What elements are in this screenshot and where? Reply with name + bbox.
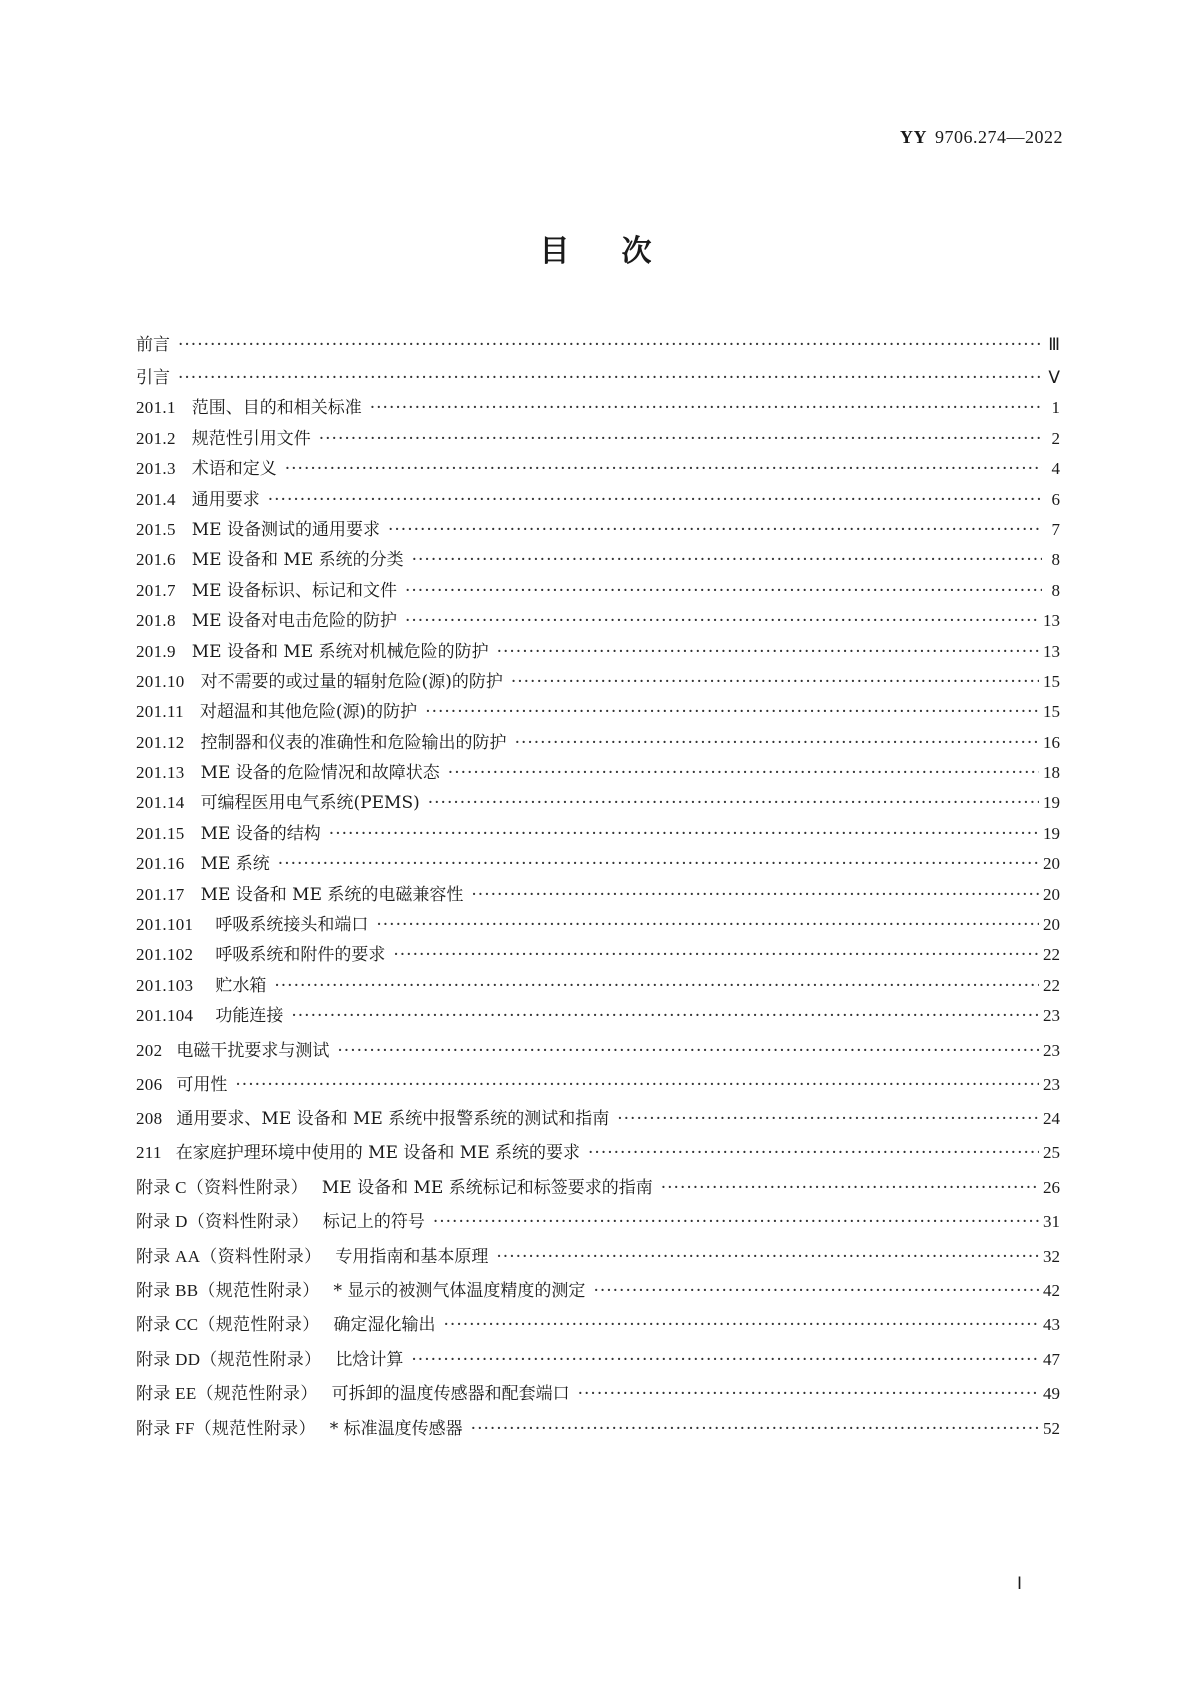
toc-entry-page: 7 (1051, 519, 1060, 539)
toc-entry[interactable] (136, 1026, 1060, 1060)
toc-entry[interactable] (136, 449, 1060, 479)
toc-entry-label: 对不需要的或过量的辐射危险(源)的防护 (200, 671, 503, 692)
toc-entry-page: 31 (1043, 1212, 1060, 1232)
toc-leader-dots (178, 335, 1042, 355)
toc-entry[interactable] (136, 813, 1060, 843)
toc-entry-page: 24 (1043, 1109, 1060, 1129)
toc-entry[interactable] (136, 479, 1060, 509)
toc-leader-dots (433, 1212, 1039, 1232)
toc-entry-number: 201.3 (136, 459, 176, 479)
toc-leader-dots (412, 550, 1042, 570)
toc-leader-dots (337, 1041, 1039, 1061)
toc-entry-page: 8 (1051, 550, 1060, 570)
toc-entry-number: 206 (136, 1074, 163, 1094)
toc-entry-label: * 显示的被测气体温度精度的测定 (333, 1280, 586, 1301)
toc-entry-number: 201.9 (136, 641, 176, 661)
toc-entry[interactable] (136, 1163, 1060, 1197)
toc-entry-label: 贮水箱 (215, 975, 267, 996)
toc-entry[interactable] (136, 510, 1060, 540)
toc-leader-dots (268, 490, 1042, 510)
toc-leader-dots (425, 702, 1039, 722)
toc-entry-number: 附录 AA（资料性附录） (136, 1246, 322, 1266)
toc-entry-page: 19 (1043, 823, 1060, 843)
toc-entry-label: 对超温和其他危险(源)的防护 (199, 702, 418, 723)
toc-entry-label: 呼吸系统和附件的要求 (215, 945, 386, 966)
standard-code: 9706.274—2022 (935, 127, 1063, 147)
toc-leader-dots (393, 945, 1039, 965)
toc-leader-dots (405, 581, 1042, 601)
toc-entry-label: 标记上的符号 (322, 1212, 425, 1233)
toc-entry[interactable] (136, 355, 1060, 388)
toc-entry-number: 202 (136, 1040, 163, 1060)
toc-leader-dots (319, 429, 1042, 449)
toc-entry-number: 附录 CC（规范性附录） (136, 1315, 320, 1335)
toc-leader-dots (376, 915, 1039, 935)
toc-entry[interactable] (136, 722, 1060, 752)
toc-entry-number: 201.1 (136, 398, 176, 418)
toc-entry[interactable] (136, 662, 1060, 692)
toc-entry-page: 1 (1051, 398, 1060, 418)
toc-entry[interactable] (136, 1335, 1060, 1369)
toc-entry-label: 前言 (136, 335, 170, 355)
toc-entry-number: 201.13 (136, 763, 185, 783)
toc-entry-label: ME 设备的危险情况和故障状态 (200, 763, 440, 784)
toc-entry-page: 22 (1043, 975, 1060, 995)
toc-entry-label: 通用要求 (191, 489, 260, 510)
toc-entry-label: 电磁干扰要求与测试 (176, 1040, 330, 1061)
toc-entry-page: 26 (1043, 1177, 1060, 1197)
toc-entry-number: 211 (136, 1143, 162, 1163)
toc-entry-label: 专用指南和基本原理 (335, 1246, 489, 1267)
toc-entry-label: 术语和定义 (191, 459, 277, 480)
toc-leader-dots (278, 854, 1039, 874)
toc-entry-page: 18 (1043, 763, 1060, 783)
footer-page-number: Ⅰ (1017, 1574, 1023, 1593)
toc-entry-page: 42 (1043, 1280, 1060, 1300)
toc-entry-label: * 标准温度传感器 (329, 1418, 463, 1439)
toc-entry[interactable] (136, 874, 1060, 904)
toc-entry-label: ME 设备测试的通用要求 (191, 519, 380, 540)
toc-entry[interactable] (136, 1198, 1060, 1232)
toc-entry-number: 附录 D（资料性附录） (136, 1212, 309, 1232)
toc-leader-dots (471, 1419, 1039, 1439)
toc-entry-number: 附录 EE（规范性附录） (136, 1384, 318, 1404)
toc-entry[interactable] (136, 570, 1060, 600)
toc-leader-dots (448, 763, 1039, 783)
toc-entry-page: 49 (1043, 1384, 1060, 1404)
toc-entry[interactable] (136, 935, 1060, 965)
toc-leader-dots (497, 642, 1039, 662)
toc-entry-number: 附录 DD（规范性附录） (136, 1349, 322, 1369)
toc-entry[interactable] (136, 753, 1060, 783)
toc-leader-dots (511, 672, 1039, 692)
toc-entry-page: 16 (1043, 732, 1060, 752)
toc-entry-page: Ⅴ (1048, 368, 1060, 387)
page-title: 目次 (539, 234, 704, 269)
toc-entry-label: ME 设备和 ME 系统的电磁兼容性 (200, 884, 464, 905)
toc-entry[interactable] (136, 996, 1060, 1026)
toc-entry-number: 201.4 (136, 489, 176, 509)
toc-entry[interactable] (136, 601, 1060, 631)
toc-entry-number: 201.10 (136, 671, 185, 691)
toc-entry[interactable] (136, 1232, 1060, 1266)
toc-leader-dots (285, 459, 1042, 479)
toc-entry-number: 201.6 (136, 550, 176, 570)
toc-entry-page: 47 (1043, 1349, 1060, 1369)
toc-leader-dots (578, 1384, 1039, 1404)
toc-entry-label: 可用性 (176, 1074, 228, 1095)
toc-entry-page: 4 (1051, 459, 1060, 479)
toc-entry[interactable] (136, 388, 1060, 418)
toc-entry-number: 201.2 (136, 428, 176, 448)
toc-entry-number: 201.102 (136, 945, 194, 965)
toc-entry-number: 附录 FF（规范性附录） (136, 1418, 316, 1438)
toc-entry-label: 控制器和仪表的准确性和危险输出的防护 (200, 732, 507, 753)
toc-entry-number: 201.14 (136, 793, 185, 813)
toc-entry[interactable] (136, 1095, 1060, 1129)
toc-entry-label: 在家庭护理环境中使用的 ME 设备和 ME 系统的要求 (175, 1143, 581, 1164)
toc-entry-number: 201.101 (136, 915, 194, 935)
toc-entry-number: 附录 C（资料性附录） (136, 1177, 308, 1197)
toc-entry-label: 功能连接 (215, 1006, 284, 1027)
toc-entry-page: 13 (1043, 611, 1060, 631)
toc-leader-dots (370, 398, 1042, 418)
toc-entry-page: 23 (1043, 1006, 1060, 1026)
toc-entry-number: 201.12 (136, 732, 185, 752)
toc-entry-page: 22 (1043, 945, 1060, 965)
toc-entry[interactable] (136, 1370, 1060, 1404)
toc-entry[interactable] (136, 692, 1060, 722)
toc-entry-label: ME 设备标识、标记和文件 (191, 580, 397, 601)
toc-entry-label: ME 设备和 ME 系统对机械危险的防护 (191, 641, 489, 662)
toc-leader-dots (588, 1143, 1039, 1163)
toc-entry[interactable] (136, 418, 1060, 448)
toc-entry-number: 201.15 (136, 823, 185, 843)
toc-leader-dots (471, 885, 1039, 905)
toc-entry[interactable] (136, 783, 1060, 813)
toc-entry-page: 6 (1051, 489, 1060, 509)
toc-entry-number: 201.103 (136, 975, 194, 995)
toc-entry-label: 呼吸系统接头和端口 (215, 915, 369, 936)
toc-leader-dots (593, 1281, 1039, 1301)
toc-entry[interactable] (136, 1267, 1060, 1301)
toc-entry-number: 201.11 (136, 702, 184, 722)
toc-entry[interactable] (136, 322, 1060, 355)
toc-entry-label: 可编程医用电气系统(PEMS) (200, 793, 420, 814)
toc-entry[interactable] (136, 905, 1060, 935)
toc-entry-page: 23 (1043, 1074, 1060, 1094)
toc-entry-number: 201.16 (136, 854, 185, 874)
toc-entry-label: ME 设备和 ME 系统的分类 (191, 550, 404, 571)
toc-leader-dots (405, 611, 1039, 631)
toc-entry-page: 13 (1043, 641, 1060, 661)
toc-entry-label: 比焓计算 (335, 1349, 404, 1370)
toc-entry-page: 20 (1043, 884, 1060, 904)
toc-entry-page: 20 (1043, 915, 1060, 935)
standard-number (900, 127, 1063, 148)
toc-entry-label: 引言 (136, 368, 170, 388)
toc-entry-number: 201.5 (136, 519, 176, 539)
toc-entry-label: ME 设备的结构 (200, 823, 321, 844)
toc-entry-label: 规范性引用文件 (191, 428, 311, 449)
toc-leader-dots (515, 733, 1039, 753)
toc-entry[interactable] (136, 540, 1060, 570)
toc-leader-dots (444, 1315, 1039, 1335)
toc-entry[interactable] (136, 844, 1060, 874)
standard-prefix: YY (900, 127, 927, 147)
toc-entry-page: 43 (1043, 1315, 1060, 1335)
toc-entry[interactable] (136, 1129, 1060, 1163)
toc-leader-dots (274, 976, 1039, 996)
toc-leader-dots (235, 1075, 1039, 1095)
toc-entry-page: 20 (1043, 854, 1060, 874)
toc-entry-number: 附录 BB（规范性附录） (136, 1280, 320, 1300)
toc-entry-page: Ⅲ (1048, 335, 1060, 354)
toc-leader-dots (291, 1006, 1039, 1026)
toc-entry-page: 8 (1051, 580, 1060, 600)
toc-entry-label: 可拆卸的温度传感器和配套端口 (331, 1384, 570, 1405)
toc-entry-label: 通用要求、ME 设备和 ME 系统中报警系统的测试和指南 (176, 1109, 610, 1130)
toc-entry[interactable] (136, 965, 1060, 995)
toc-entry-number: 201.7 (136, 580, 176, 600)
toc-entry[interactable] (136, 631, 1060, 661)
toc-entry-page: 2 (1051, 428, 1060, 448)
toc-leader-dots (388, 520, 1042, 540)
toc-entry-label: 确定湿化输出 (333, 1315, 436, 1336)
toc-entry-page: 15 (1043, 671, 1060, 691)
toc-leader-dots (617, 1109, 1039, 1129)
table-of-contents (136, 322, 1060, 1439)
toc-entry-label: 范围、目的和相关标准 (191, 398, 362, 419)
toc-entry-page: 32 (1043, 1246, 1060, 1266)
toc-leader-dots (428, 793, 1039, 813)
toc-leader-dots (329, 824, 1039, 844)
toc-entry-label: ME 系统 (200, 854, 270, 875)
toc-entry-page: 15 (1043, 702, 1060, 722)
toc-entry[interactable] (136, 1061, 1060, 1095)
toc-leader-dots (178, 368, 1042, 388)
toc-entry-number: 201.104 (136, 1006, 194, 1026)
toc-entry-label: ME 设备对电击危险的防护 (191, 611, 397, 632)
toc-entry[interactable] (136, 1301, 1060, 1335)
toc-entry-number: 201.17 (136, 884, 185, 904)
toc-entry-number: 208 (136, 1109, 163, 1129)
toc-entry-label: ME 设备和 ME 系统标记和标签要求的指南 (321, 1177, 653, 1198)
toc-entry-page: 23 (1043, 1040, 1060, 1060)
toc-leader-dots (661, 1178, 1039, 1198)
toc-entry-page: 52 (1043, 1418, 1060, 1438)
toc-leader-dots (411, 1350, 1039, 1370)
toc-entry-page: 19 (1043, 793, 1060, 813)
toc-entry-number: 201.8 (136, 611, 176, 631)
toc-entry-page: 25 (1043, 1143, 1060, 1163)
toc-entry[interactable] (136, 1404, 1060, 1438)
toc-leader-dots (496, 1247, 1039, 1267)
